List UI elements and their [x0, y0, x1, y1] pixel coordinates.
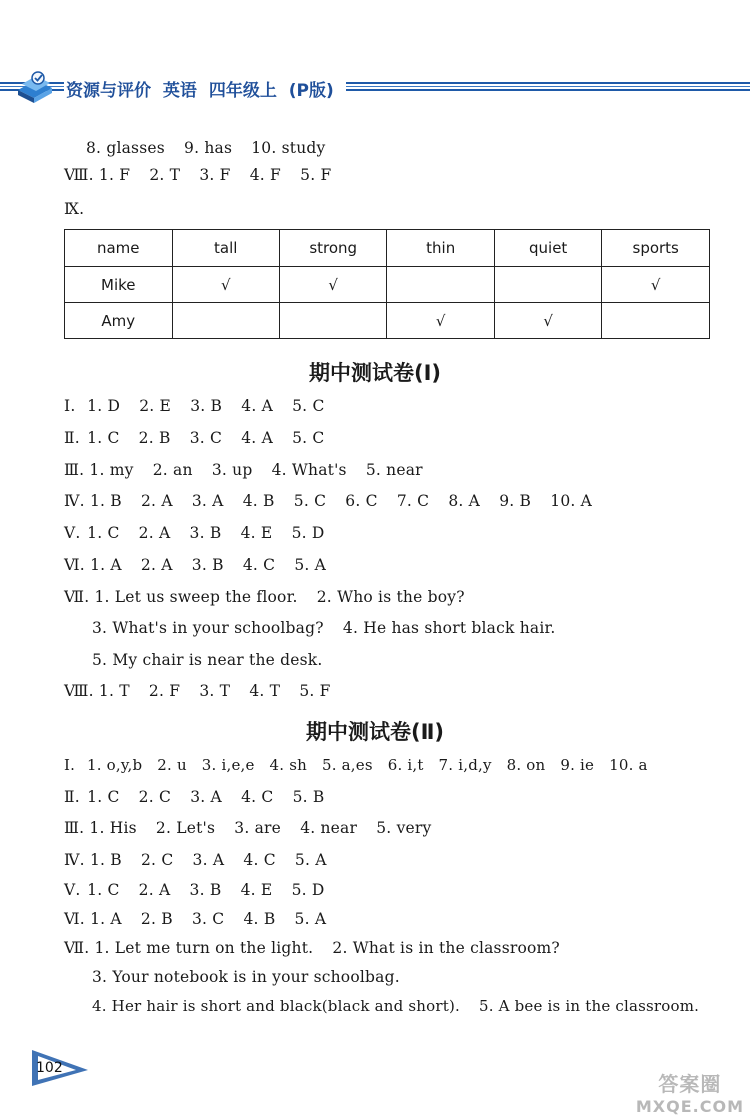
table-cell — [172, 303, 279, 339]
header-title — [64, 76, 346, 101]
exam1-line-4: Ⅳ. 1. B 2. A 3. A 4. B 5. C 6. C 7. C 8. A 9. B 10. A — [64, 492, 593, 510]
exam2-line-6: Ⅵ. 1. A 2. B 3. C 4. B 5. A — [64, 910, 327, 928]
table-row — [65, 303, 710, 339]
header-grade: 四年级上 — [208, 81, 277, 101]
exam1-line-1: Ⅰ. 1. D 2. E 3. B 4. A 5. C — [64, 397, 325, 415]
table-cell — [279, 303, 387, 339]
header-edition: (P版) — [288, 81, 334, 101]
table-header-row — [65, 230, 710, 267]
exam1-line-6: Ⅵ. 1. A 2. A 3. B 4. C 5. A — [64, 556, 327, 574]
exam2-line-3: Ⅲ. 1. His 2. Let's 3. are 4. near 5. very — [64, 819, 432, 837]
watermark-url: MXQE.COM — [635, 1097, 744, 1116]
table-cell — [494, 267, 602, 303]
answer-label-sec9: Ⅸ. — [64, 200, 85, 218]
table-cell: Amy — [65, 303, 173, 339]
watermark-title: 答案圈 — [658, 1072, 722, 1096]
exam2-sec7-line-3: 4. Her hair is short and black(black and short). 5. A bee is in the classroom. — [92, 997, 700, 1015]
books-logo-icon — [14, 68, 56, 106]
answer-line-vocab: 8. glasses 9. has 10. study — [86, 139, 326, 157]
header-book-name: 资源与评价 — [66, 81, 151, 101]
table-header-cell: strong — [279, 230, 387, 267]
table-header-cell: sports — [602, 230, 710, 267]
table-cell: √ — [494, 303, 602, 339]
page-header — [0, 68, 750, 112]
table-cell — [602, 303, 710, 339]
exam2-line-2: Ⅱ. 1. C 2. C 3. A 4. C 5. B — [64, 788, 325, 806]
table-cell: √ — [279, 267, 387, 303]
exam1-title: 期中测试卷(Ⅰ) — [308, 361, 441, 385]
exam2-line-5: Ⅴ. 1. C 2. A 3. B 4. E 5. D — [64, 881, 325, 899]
page-number: 102 — [36, 1060, 63, 1076]
exam1-sec7-line-3: 5. My chair is near the desk. — [92, 651, 323, 669]
exam1-line-5: Ⅴ. 1. C 2. A 3. B 4. E 5. D — [64, 524, 325, 542]
exam1-line-2: Ⅱ. 1. C 2. B 3. C 4. A 5. C — [64, 429, 325, 447]
table-header-cell: tall — [172, 230, 279, 267]
table-cell — [387, 267, 494, 303]
table-header-cell: name — [65, 230, 173, 267]
exam2-line-1: Ⅰ. 1. o,y,b 2. u 3. i,e,e 4. sh 5. a,es 6. i,t 7. i,d,y 8. on 9. ie 10. a — [64, 756, 648, 774]
table-cell: √ — [172, 267, 279, 303]
table-cell: √ — [387, 303, 494, 339]
exam2-title: 期中测试卷(Ⅱ) — [305, 720, 445, 744]
exam2-sec7-line-2: 3. Your notebook is in your schoolbag. — [92, 968, 400, 986]
exam1-sec8-line: Ⅷ. 1. T 2. F 3. T 4. T 5. F — [64, 682, 331, 700]
answer-table — [64, 229, 710, 339]
exam1-sec7-line-2: 3. What's in your schoolbag? 4. He has short black hair. — [92, 619, 556, 637]
watermark — [636, 1068, 744, 1116]
table-cell: √ — [602, 267, 710, 303]
exam2-line-4: Ⅳ. 1. B 2. C 3. A 4. C 5. A — [64, 851, 327, 869]
header-subject: 英语 — [162, 81, 197, 101]
table-header-cell: thin — [387, 230, 494, 267]
answer-line-sec8: Ⅷ. 1. F 2. T 3. F 4. F 5. F — [64, 166, 332, 184]
table-row — [65, 267, 710, 303]
exam1-sec7-line-1: Ⅶ. 1. Let us sweep the floor. 2. Who is the boy? — [64, 588, 465, 606]
exam2-sec7-line-1: Ⅶ. 1. Let me turn on the light. 2. What is in the classroom? — [64, 939, 560, 957]
exam1-line-3: Ⅲ. 1. my 2. an 3. up 4. What's 5. near — [64, 461, 423, 479]
table-cell: Mike — [65, 267, 173, 303]
table-header-cell: quiet — [494, 230, 602, 267]
